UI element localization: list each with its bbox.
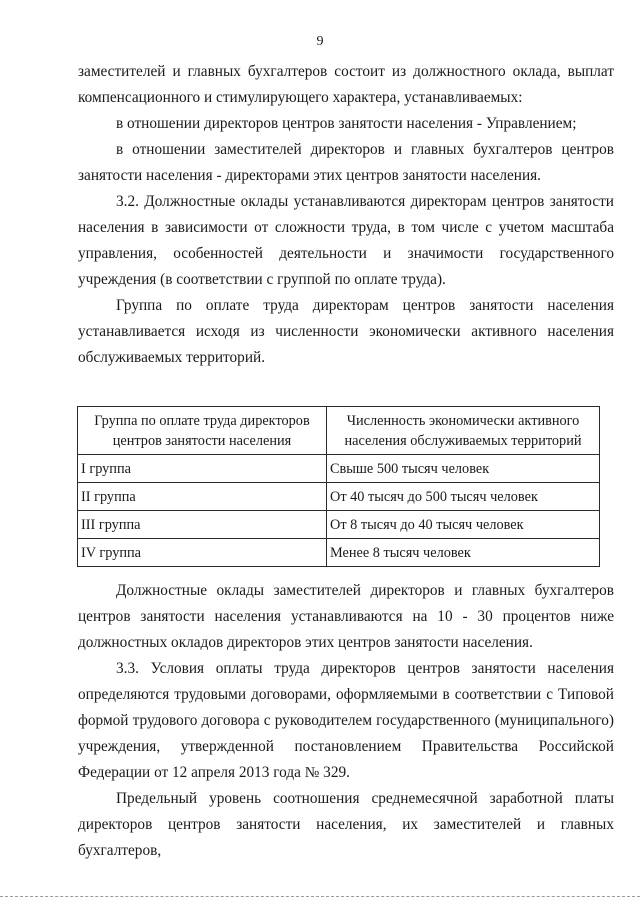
body-text-top [78,59,614,371]
table-cell-population: От 8 тысяч до 40 тысяч человек [327,511,600,539]
salary-group-table [77,406,600,567]
table-cell-group: I группа [78,455,327,483]
paragraph: 3.3. Условия оплаты труда директоров центров занятости населения определяются трудовыми договорами, оформляемыми в соответствии с Типовой формой трудового договора с руководителем государственного (муниципального) учреждения, утвержденной постановлением Правительства Российской Федерации от 12 апреля 2013 года № 329. [78,660,614,781]
table-cell-group: IV группа [78,539,327,567]
table-cell-group: III группа [78,511,327,539]
table-cell-population: Свыше 500 тысяч человек [327,455,600,483]
paragraph: заместителей и главных бухгалтеров состоит из должностного оклада, выплат компенсационного и стимулирующего характера, устанавливаемых: [78,63,614,106]
table-row [78,539,600,567]
table-cell-population: От 40 тысяч до 500 тысяч человек [327,483,600,511]
table-header-group: Группа по оплате труда директоров центров занятости населения [78,407,327,455]
body-text-bottom [78,578,614,864]
paragraph: Группа по оплате труда директорам центров занятости населения устанавливается исходя из численности экономически активного населения обслуживаемых территорий. [78,297,614,366]
paragraph: в отношении заместителей директоров и главных бухгалтеров центров занятости населения - директорами этих центров занятости населения. [78,141,614,184]
paragraph: Должностные оклады заместителей директоров и главных бухгалтеров центров занятости населения устанавливаются на 10 - 30 процентов ниже должностных окладов директоров этих центров занятости населения. [78,582,614,651]
page-number: 9 [316,34,324,49]
table-cell-population: Менее 8 тысяч человек [327,539,600,567]
paragraph: Предельный уровень соотношения среднемесячной заработной платы директоров центров занятости населения, их заместителей и главных бухгалтеров, [78,790,614,859]
table-row [78,455,600,483]
table-header-population: Численность экономически активного населения обслуживаемых территорий [327,407,600,455]
scan-bottom-rule [0,896,640,897]
table-row [78,511,600,539]
table-cell-group: II группа [78,483,327,511]
table-row [78,483,600,511]
paragraph: в отношении директоров центров занятости населения - Управлением; [116,115,577,132]
paragraph: 3.2. Должностные оклады устанавливаются директорам центров занятости населения в зависимости от сложности труда, в том числе с учетом масштаба управления, особенностей деятельности и значимости государственного учреждения (в соответствии с группой по оплате труда). [78,193,614,288]
table-header-row [78,407,600,455]
